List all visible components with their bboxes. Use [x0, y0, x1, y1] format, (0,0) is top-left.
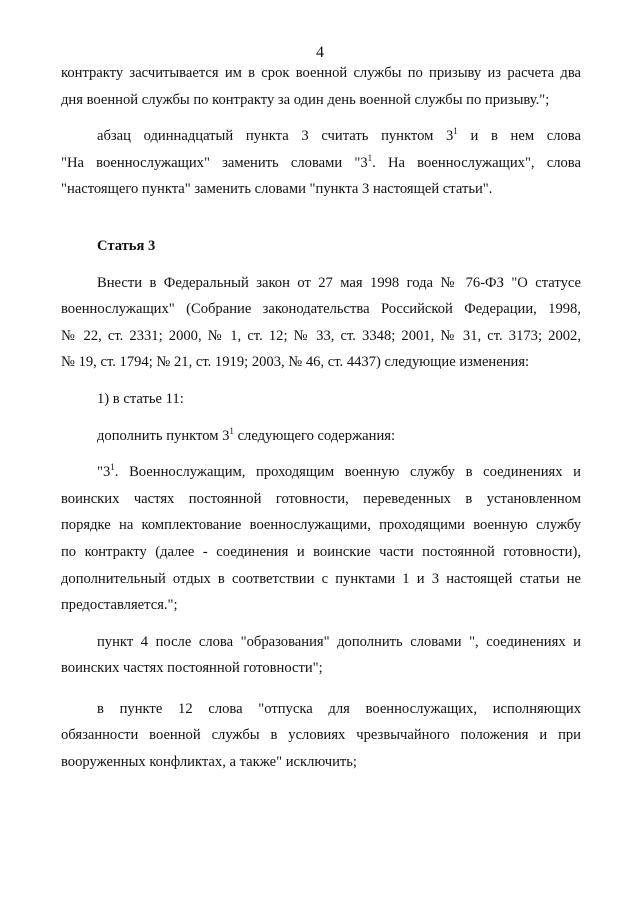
superscript: 1 — [110, 462, 115, 473]
text-line: Внести в Федеральный закон от 27 мая 1998 года № 76-ФЗ "О статусе — [97, 274, 581, 291]
text-fragment: "3 — [97, 464, 111, 481]
superscript: 1 — [453, 126, 458, 137]
text-line: обязанности военной службы в условиях чрезвычайного положения и при — [61, 727, 581, 744]
text-line: 1) в статье 11: — [97, 390, 184, 407]
text-fragment: абзац одиннадцатый пункта 3 считать пунктом 3 — [97, 128, 454, 145]
text-line: военнослужащих" (Собрание законодательства Российской Федерации, 1998, — [61, 301, 581, 318]
text-line: контракту засчитывается им в срок военной службы по призыву из расчета два — [61, 65, 581, 81]
text-line — [61, 423, 581, 450]
text-line: № 22, ст. 2331; 2000, № 1, ст. 12; № 33, ст. 3348; 2001, № 31, ст. 3173; 2002, — [61, 327, 581, 344]
text-line: в пункте 12 слова "отпуска для военнослужащих, исполняющих — [97, 700, 581, 717]
text-line — [61, 150, 581, 177]
page-number: 4 — [316, 44, 324, 61]
text-line — [61, 123, 581, 150]
text-line: порядке на комплектование военнослужащими, проходящими военную службу — [61, 517, 581, 534]
text-line: № 19, ст. 1794; № 21, ст. 1919; 2003, № 46, ст. 4437) следующие изменения: — [61, 354, 530, 371]
text-fragment: следующего содержания: — [233, 427, 396, 444]
text-fragment: и в нем слова — [470, 128, 581, 145]
text-line: "настоящего пункта" заменить словами "пункта 3 настоящей статьи". — [61, 181, 493, 198]
text-fragment: . На военнослужащих", слова — [372, 154, 581, 171]
superscript: 1 — [367, 152, 373, 163]
text-line: дополнительный отдых в соответствии с пунктами 1 и 3 настоящей статьи не — [61, 570, 581, 587]
text-line: дня военной службы по контракту за один день военной службы по призыву."; — [61, 91, 550, 108]
article-heading: Статья 3 — [97, 237, 156, 254]
text-line: пункт 4 после слова "образования" дополнить словами ", соединениях и — [97, 633, 581, 650]
text-line: по контракту (далее - соединения и воинские части постоянной готовности), — [61, 543, 581, 560]
text-line — [61, 459, 581, 486]
document-body — [61, 60, 581, 776]
text-line: воинских частях постоянной готовности, переведенных в установленном — [61, 490, 581, 507]
superscript: 1 — [229, 425, 234, 436]
text-fragment: дополнить пунктом 3 — [97, 427, 230, 444]
text-line: воинских частях постоянной готовности"; — [61, 660, 323, 677]
text-line: предоставляется."; — [61, 597, 178, 614]
text-line: вооруженных конфликтах, а также" исключить; — [61, 754, 357, 771]
text-fragment: "На военнослужащих" заменить словами "3 — [61, 154, 368, 171]
text-fragment: . Военнослужащим, проходящим военную службу в соединениях и — [114, 464, 581, 481]
